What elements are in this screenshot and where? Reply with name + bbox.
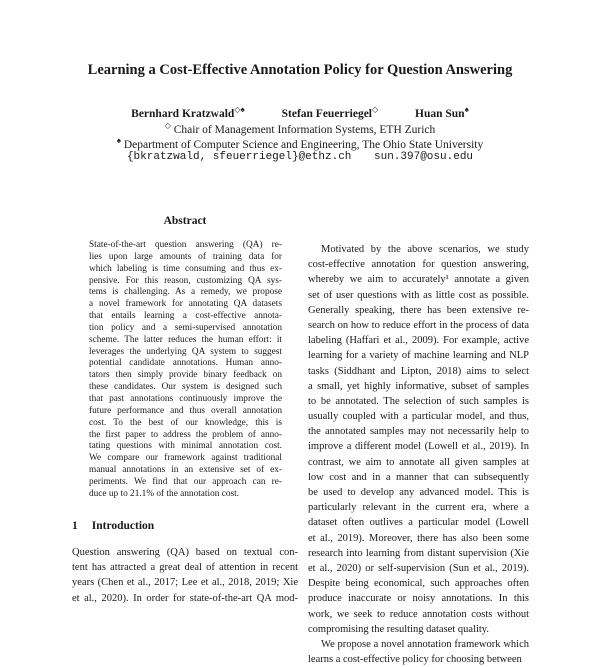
text-line: et al., 2020). In order for state-of-the-art QA mod-: [72, 592, 298, 604]
text-line: periments. We find that our approach can re-: [89, 476, 282, 487]
text-line: potential candidate annotations. Human anno-: [89, 358, 282, 369]
text-line: the first paper to address the problem of anno-: [89, 429, 282, 440]
affiliation: ◇ Chair of Management Information Systems, ETH Zurich: [164, 121, 436, 136]
abstract-body: [89, 240, 282, 501]
text-line: a novel framework for annotating QA datasets: [89, 299, 282, 310]
text-line: set of user questions with as little cost as possible.: [308, 289, 529, 301]
text-line: We propose a novel annotation framework which: [321, 638, 529, 650]
email: {bkratzwald, sfeuerriegel}@ethz.ch: [126, 151, 352, 163]
text-line: these candidates. Our system is designed such: [89, 382, 282, 393]
text-line: tion policy and a semi-supervised annotation: [89, 322, 282, 333]
text-line: labeling (Haffari et al., 2009). For example, active: [308, 335, 529, 347]
text-line: produce inaccurate or noisy annotations. In this: [308, 593, 529, 605]
author: Bernhard Kratzwald◇♠: [131, 105, 245, 120]
text-line: learns a cost-effective policy for choosing between: [308, 654, 522, 666]
text-line: scheme. The latter reduces the human effort: it: [89, 334, 282, 345]
author: Huan Sun♠: [415, 105, 469, 120]
author: Stefan Feuerriegel◇: [281, 105, 379, 120]
text-line: leverages the underlying QA system to suggest: [89, 346, 282, 357]
email: sun.397@osu.edu: [374, 151, 474, 163]
text-line: pensive. For this reason, customizing QA sys-: [89, 275, 282, 286]
text-line: cost. To the best of our knowledge, this is: [89, 417, 282, 428]
paper-title: Learning a Cost-Effective Annotation Policy for Question Answering: [87, 62, 513, 78]
affiliation: ♠ Department of Computer Science and Engineering, The Ohio State University: [116, 136, 484, 151]
text-line: cost-effective annotation for question answering,: [308, 259, 529, 271]
text-line: Generally speaking, there has been extensive re-: [308, 304, 529, 316]
text-line: duce up to 21.1% of the annotation cost.: [89, 488, 240, 499]
text-line: tators then simply provide binary feedback on: [89, 370, 282, 381]
text-line: which labeling is time consuming and thus ex-: [89, 263, 282, 274]
text-line: a small, yet highly informative, subset of samples: [308, 380, 529, 392]
text-line: tent has attracted a great deal of attention in recent: [72, 562, 298, 574]
abstract-heading: Abstract: [163, 215, 207, 227]
text-line: low cost and in a manner that can subsequently: [308, 471, 529, 483]
text-line: tasks (Siddhant and Lipton, 2018) aims to select: [308, 365, 529, 377]
text-line: learning for a variety of machine learning and NLP: [308, 350, 529, 362]
text-line: lies upon large amounts of training data for: [89, 251, 282, 262]
text-line: the annotated samples may not necessarily help to: [308, 426, 529, 438]
text-line: Motivated by the above scenarios, we study: [321, 244, 529, 255]
section-number: 1: [72, 520, 78, 532]
section-heading: [72, 520, 154, 532]
text-line: tating questions with minimal annotation cost.: [89, 441, 282, 452]
text-line: to be annotated. The selection of such samples is: [308, 395, 529, 407]
text-line: tems is challenging. As a remedy, we propose: [89, 287, 282, 298]
text-line: years (Chen et al., 2017; Lee et al., 2018, 2019; Xie: [72, 577, 298, 589]
text-line: be used to develop any advanced model. This is: [308, 487, 529, 498]
text-line: improve a different model (Lowell et al., 2019). In: [308, 441, 529, 453]
author-list: [0, 105, 600, 120]
text-line: State-of-the-art question answering (QA) re-: [89, 240, 282, 250]
text-line: Despite being economical, such approaches often: [308, 578, 529, 590]
section-title: Introduction: [91, 520, 155, 532]
text-line: contrast, we aim to annotate all given samples at: [308, 456, 529, 468]
text-line: usually coupled with a particular model, and thus,: [308, 411, 529, 423]
text-line: future performance and thus overall annotation: [89, 405, 282, 416]
text-line: dataset often outlives a particular model (Lowell: [308, 517, 529, 529]
text-line: et al., 2019). Moreover, there has also been some: [308, 532, 529, 544]
right-column-body: [308, 242, 529, 667]
text-line: et al., 2020) or self-supervision (Sun et al., 2019).: [308, 562, 529, 574]
text-line: particularly relevant in the current era, where a: [308, 502, 529, 514]
text-line: manual annotations in an extensive set of ex-: [89, 465, 282, 476]
text-line: work, we seek to reduce annotation costs without: [308, 608, 529, 620]
text-line: Question answering (QA) based on textual con-: [72, 547, 298, 558]
text-line: research into learning from distant supervision (Xie: [308, 547, 529, 559]
text-line: that entails learning a cost-effective annota-: [89, 311, 282, 322]
introduction-body: [72, 545, 298, 606]
text-line: compromising the resulting dataset quality.: [308, 623, 489, 635]
text-line: whereby we aim to accurately¹ annotate a given: [308, 274, 529, 286]
text-line: search on how to reduce effort in the process of data: [308, 319, 529, 331]
text-line: that past annotations continuously improve the: [89, 393, 282, 404]
text-line: We compare our framework against traditional: [89, 453, 282, 464]
author-emails: [0, 151, 600, 163]
